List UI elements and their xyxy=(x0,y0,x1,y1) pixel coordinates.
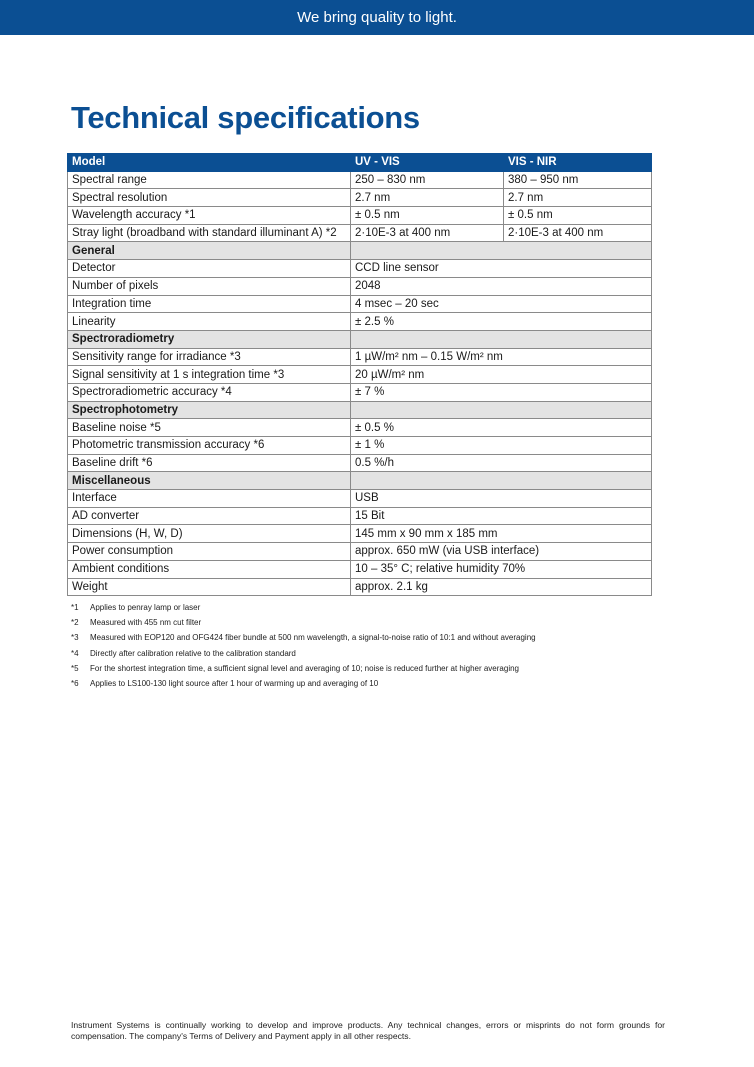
section-row xyxy=(68,401,652,419)
spec-label: Detector xyxy=(68,260,351,278)
section-label: Spectrophotometry xyxy=(68,401,351,419)
table-row xyxy=(68,560,652,578)
spec-value: 0.5 %/h xyxy=(351,454,652,472)
section-label: General xyxy=(68,242,351,260)
spec-value: 250 – 830 nm xyxy=(351,171,504,189)
footnote-text: Applies to penray lamp or laser xyxy=(90,603,201,612)
spec-label: Ambient conditions xyxy=(68,560,351,578)
footnote xyxy=(71,600,671,615)
spec-value: 145 mm x 90 mm x 185 mm xyxy=(351,525,652,543)
table-row xyxy=(68,224,652,242)
footnote xyxy=(71,676,671,691)
footnote-mark: *2 xyxy=(71,618,79,628)
spec-label: AD converter xyxy=(68,507,351,525)
spec-value: approx. 2.1 kg xyxy=(351,578,652,596)
spec-value: 2.7 nm xyxy=(351,189,504,207)
table-row xyxy=(68,207,652,225)
spec-table xyxy=(67,153,652,596)
spec-value: 4 msec – 20 sec xyxy=(351,295,652,313)
table-row xyxy=(68,578,652,596)
table-row xyxy=(68,277,652,295)
spec-value: ± 1 % xyxy=(351,437,652,455)
page-title: Technical specifications xyxy=(71,100,420,135)
spec-label: Stray light (broadband with standard illuminant A) *2 xyxy=(68,224,351,242)
footnote xyxy=(71,615,671,630)
table-row xyxy=(68,260,652,278)
spec-value: CCD line sensor xyxy=(351,260,652,278)
table-row xyxy=(68,366,652,384)
spec-label: Power consumption xyxy=(68,543,351,561)
spec-label: Sensitivity range for irradiance *3 xyxy=(68,348,351,366)
section-label: Miscellaneous xyxy=(68,472,351,490)
spec-value: 380 – 950 nm xyxy=(504,171,652,189)
footnote-text: Measured with EOP120 and OFG424 fiber bundle at 500 nm wavelength, a signal-to-noise ratio of 10:1 and without averaging xyxy=(90,633,536,643)
spec-label: Spectral range xyxy=(68,171,351,189)
spec-label: Integration time xyxy=(68,295,351,313)
section-row xyxy=(68,330,652,348)
spec-label: Spectral resolution xyxy=(68,189,351,207)
table-row xyxy=(68,348,652,366)
spec-value: ± 2.5 % xyxy=(351,313,652,331)
spec-label: Wavelength accuracy *1 xyxy=(68,207,351,225)
table-row xyxy=(68,313,652,331)
spec-label: Linearity xyxy=(68,313,351,331)
footnote xyxy=(71,646,671,661)
column-header: Model xyxy=(68,154,351,172)
table-row xyxy=(68,295,652,313)
spec-label: Photometric transmission accuracy *6 xyxy=(68,437,351,455)
table-row xyxy=(68,543,652,561)
spec-value: 1 µW/m² nm – 0.15 W/m² nm xyxy=(351,348,652,366)
footnote xyxy=(71,661,671,676)
table-row xyxy=(68,490,652,508)
footnote-text: Applies to LS100-130 light source after 1 hour of warming up and averaging of 10 xyxy=(90,678,379,688)
tagline: We bring quality to light. xyxy=(297,9,457,26)
footnote-mark: *3 xyxy=(71,633,79,643)
section-filler xyxy=(351,472,652,490)
footnote xyxy=(71,630,671,645)
footnote-mark: *1 xyxy=(71,603,79,612)
footnote-mark: *6 xyxy=(71,678,79,688)
section-row xyxy=(68,472,652,490)
spec-value: 20 µW/m² nm xyxy=(351,366,652,384)
header-bar xyxy=(0,0,754,35)
spec-label: Weight xyxy=(68,578,351,596)
table-header-row xyxy=(68,154,652,172)
spec-value: 2048 xyxy=(351,277,652,295)
spec-label: Number of pixels xyxy=(68,277,351,295)
footnote-text: Directly after calibration relative to the calibration standard xyxy=(90,648,296,658)
spec-value: ± 0.5 nm xyxy=(351,207,504,225)
table-row xyxy=(68,437,652,455)
table-row xyxy=(68,507,652,525)
table-row xyxy=(68,419,652,437)
spec-value: 10 – 35° C; relative humidity 70% xyxy=(351,560,652,578)
column-header: UV - VIS xyxy=(351,154,504,172)
spec-label: Signal sensitivity at 1 s integration time *3 xyxy=(68,366,351,384)
spec-value: ± 0.5 nm xyxy=(504,207,652,225)
footnotes xyxy=(71,600,671,691)
spec-value: 2.7 nm xyxy=(504,189,652,207)
spec-value: 15 Bit xyxy=(351,507,652,525)
section-filler xyxy=(351,242,652,260)
spec-value: USB xyxy=(351,490,652,508)
spec-label: Spectroradiometric accuracy *4 xyxy=(68,383,351,401)
footnote-mark: *5 xyxy=(71,663,79,673)
spec-value: 2·10E-3 at 400 nm xyxy=(351,224,504,242)
spec-value: 2·10E-3 at 400 nm xyxy=(504,224,652,242)
section-filler xyxy=(351,401,652,419)
section-label: Spectroradiometry xyxy=(68,330,351,348)
disclaimer: Instrument Systems is continually working to develop and improve products. Any technical changes, errors or misprints do not form grounds for compensation. The company's Terms of Delivery and Payment apply in all other respects. xyxy=(71,1020,665,1041)
spec-label: Interface xyxy=(68,490,351,508)
table-row xyxy=(68,454,652,472)
footnote-text: For the shortest integration time, a sufficient signal level and averaging of 10; noise is reduced further at higher averaging xyxy=(90,663,519,673)
footnote-mark: *4 xyxy=(71,648,79,658)
spec-label: Baseline drift *6 xyxy=(68,454,351,472)
spec-value: ± 7 % xyxy=(351,383,652,401)
spec-value: ± 0.5 % xyxy=(351,419,652,437)
table-row xyxy=(68,189,652,207)
spec-label: Baseline noise *5 xyxy=(68,419,351,437)
table-row xyxy=(68,525,652,543)
spec-value: approx. 650 mW (via USB interface) xyxy=(351,543,652,561)
section-row xyxy=(68,242,652,260)
column-header: VIS - NIR xyxy=(504,154,652,172)
table-row xyxy=(68,171,652,189)
spec-label: Dimensions (H, W, D) xyxy=(68,525,351,543)
section-filler xyxy=(351,330,652,348)
table-row xyxy=(68,383,652,401)
footnote-text: Measured with 455 nm cut filter xyxy=(90,618,202,628)
